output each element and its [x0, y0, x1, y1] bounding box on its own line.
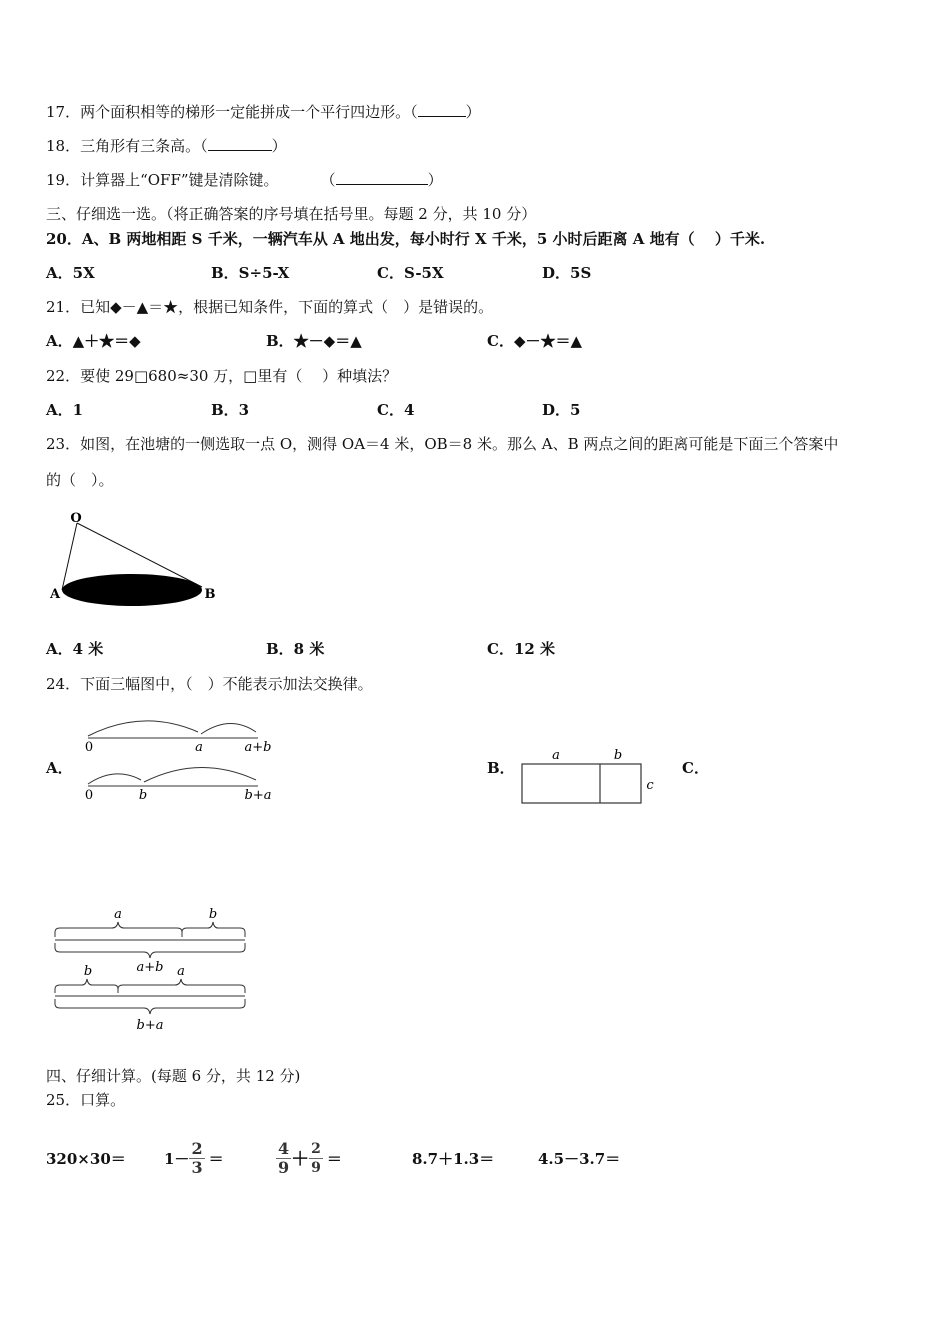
label-b: B — [204, 587, 216, 602]
question-18-close: ） — [271, 137, 287, 155]
brace-bottom-b-plus-a — [55, 999, 245, 1014]
question-24: 24．下面三幅图中，（ ）不能表示加法交换律。 — [46, 675, 373, 693]
label-0-row2: 0 — [84, 788, 94, 803]
figure-b-rectangle — [515, 744, 665, 808]
calc-item-1: 320×30＝ — [46, 1149, 126, 1168]
brace-top-a — [55, 922, 182, 937]
calc-item-2 — [164, 1128, 224, 1188]
question-19-close: ） — [427, 171, 443, 189]
section-3-heading: 三、仔细选一选。（将正确答案的序号填在括号里。每题 2 分，共 10 分） — [46, 205, 537, 223]
label-brace-a: a — [114, 907, 122, 922]
pond-ellipse — [62, 574, 202, 606]
label-a-plus-b: a+b — [244, 740, 272, 755]
calc-3-plus: ＋ — [291, 1149, 310, 1170]
q22-option-d[interactable]: D．5 — [542, 401, 581, 419]
q20-option-a[interactable]: A．5X — [46, 264, 95, 282]
q20-option-b[interactable]: B．S÷5-X — [211, 264, 290, 282]
answer-blank-18[interactable] — [208, 136, 272, 151]
q20-option-d[interactable]: D．5S — [542, 264, 592, 282]
calc-3-equals: ＝ — [326, 1149, 342, 1168]
figure-a-number-lines — [80, 710, 290, 806]
q23-option-a[interactable]: A．4 米 — [46, 640, 104, 658]
section-4-heading: 四、仔细计算。(每题 6 分，共 12 分) — [46, 1067, 301, 1085]
label-brace-b: b — [208, 907, 218, 922]
question-17-close: ） — [465, 103, 481, 121]
question-20: 20．A、B 两地相距 S 千米，一辆汽车从 A 地出发，每小时行 X 千米，5 小时后距离 A 地有（ ）千米. — [46, 230, 766, 248]
label-rect-c: c — [646, 778, 654, 793]
fraction-denominator: 9 — [311, 1159, 321, 1176]
q21-option-a[interactable]: A．▲＋★＝◆ — [46, 332, 141, 350]
label-o: O — [70, 511, 82, 526]
label-brace-a-plus-b: a+b — [136, 960, 164, 975]
pond-figure — [40, 505, 230, 615]
figure-c-braces — [48, 900, 258, 1035]
q23-option-b[interactable]: B．8 米 — [266, 640, 325, 658]
label-0-row1: 0 — [84, 740, 94, 755]
question-22: 22．要使 29□680≈30 万，□里有（ ）种填法？ — [46, 367, 398, 385]
q24-option-b-label[interactable]: B． — [487, 759, 515, 777]
label-b-row2: b — [138, 788, 148, 803]
q20-option-c[interactable]: C．S-5X — [377, 264, 444, 282]
question-19 — [46, 170, 443, 190]
arc-b — [201, 723, 256, 734]
calc-item-5: 4.5－3.7＝ — [538, 1149, 621, 1168]
question-19-text: 19．计算器上“OFF”键是清除键。 — [46, 171, 279, 189]
question-21: 21．已知◆－▲＝★，根据已知条件，下面的算式（ ）是错误的。 — [46, 298, 494, 316]
fraction-4-9 — [276, 1140, 291, 1177]
question-23-line-1: 23．如图，在池塘的一侧选取一点 O，测得 OA＝4 米，OB＝8 米。那么 A、B 两点之间的距离可能是下面三个答案中 — [46, 435, 839, 453]
rectangle-outline — [522, 764, 641, 803]
arc-a — [88, 721, 198, 736]
calc-item-4: 8.7＋1.3＝ — [412, 1149, 495, 1168]
segment-oa — [62, 523, 77, 590]
fraction-2-3 — [189, 1140, 204, 1177]
fraction-2-9 — [309, 1140, 323, 1177]
brace-top-b — [182, 922, 245, 937]
brace-top-b-row2 — [55, 979, 118, 993]
label-a-row1: a — [195, 740, 203, 755]
arc-a-row2 — [144, 767, 256, 782]
question-23-line-2: 的（ ）。 — [46, 471, 114, 489]
q22-option-b[interactable]: B．3 — [211, 401, 250, 419]
label-rect-a: a — [552, 748, 560, 763]
calc-item-3 — [276, 1128, 342, 1188]
label-brace-b-plus-a: b+a — [136, 1018, 164, 1033]
label-brace-a-row2: a — [177, 964, 185, 979]
q21-option-c[interactable]: C．◆－★＝▲ — [487, 332, 583, 350]
fraction-denominator: 3 — [191, 1157, 203, 1177]
brace-top-a-row2 — [118, 979, 245, 993]
label-rect-b: b — [613, 748, 623, 763]
q24-option-c-label[interactable]: C． — [682, 759, 709, 777]
question-19-open: （ — [320, 171, 336, 189]
calc-2-equals: ＝ — [208, 1149, 224, 1168]
label-a: A — [49, 587, 61, 602]
fraction-numerator: 2 — [191, 1138, 203, 1158]
fraction-numerator: 2 — [311, 1140, 321, 1157]
question-17-text: 17．两个面积相等的梯形一定能拼成一个平行四边形。（ — [46, 103, 418, 121]
arc-b-row2 — [88, 774, 141, 784]
question-18-text: 18．三角形有三条高。（ — [46, 137, 208, 155]
question-17 — [46, 102, 481, 122]
question-18 — [46, 136, 287, 156]
label-brace-b-row2: b — [83, 964, 93, 979]
q24-option-a-label[interactable]: A． — [46, 759, 73, 777]
calc-2-prefix: 1－ — [164, 1149, 190, 1168]
question-25: 25．口算。 — [46, 1091, 126, 1109]
answer-blank-19[interactable] — [336, 170, 428, 185]
label-b-plus-a: b+a — [244, 788, 272, 803]
q21-option-b[interactable]: B．★－◆＝▲ — [266, 332, 362, 350]
brace-bottom-a-plus-b — [55, 943, 245, 958]
answer-blank-17[interactable] — [418, 102, 466, 117]
q23-option-c[interactable]: C．12 米 — [487, 640, 556, 658]
fraction-denominator: 9 — [278, 1157, 290, 1177]
q22-option-c[interactable]: C．4 — [377, 401, 415, 419]
fraction-numerator: 4 — [278, 1138, 290, 1158]
q22-option-a[interactable]: A．1 — [46, 401, 84, 419]
